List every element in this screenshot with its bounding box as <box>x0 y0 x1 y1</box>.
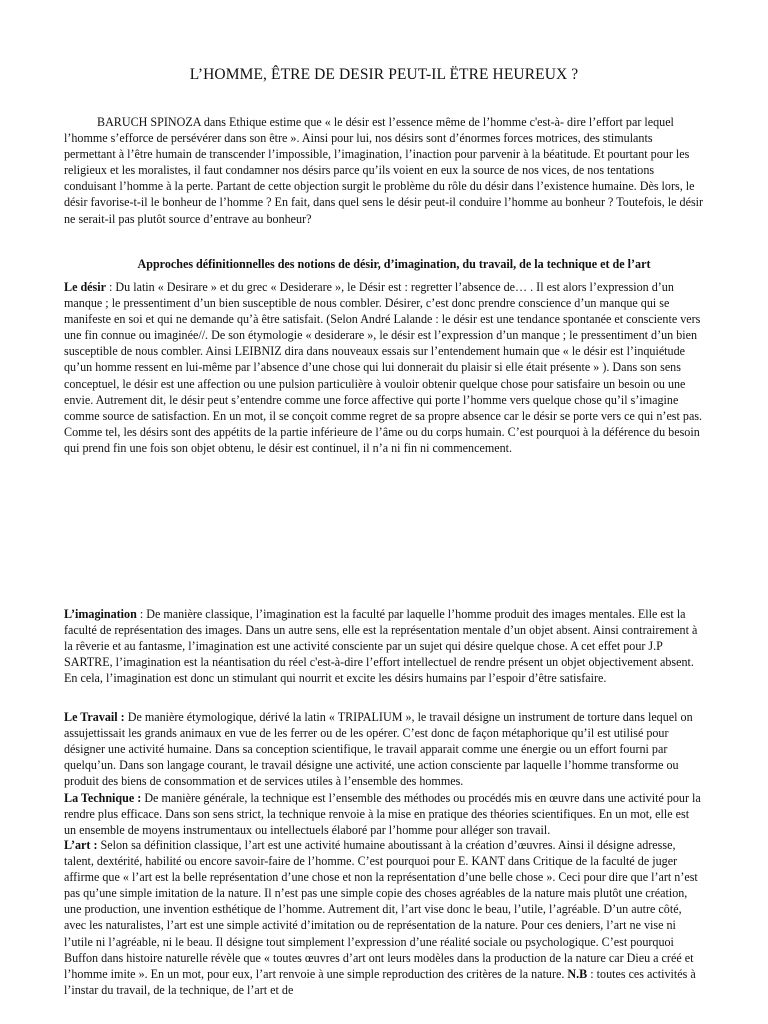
intro-paragraph: BARUCH SPINOZA dans Ethique estime que « le désir est l’essence même de l’homme c'est-à- dire l’effort par lequel l’homme s’efforce de persévérer dans son être ». Ainsi pour lui, nos désirs sont d’énormes forces motrices, des stimulants permettant à l’être humain de transcender l’impossible, l’imagination, l’inaction pour parvenir à la béatitude. Et pourtant pour les religieux et les moralistes, il faut condamner nos désirs parce qu’ils voient en eux la source de nos vices, de nos tentations conduisant l’homme à la perte. Partant de cette objection surgit le problème du rôle du désir dans l’existence humaine. Dès lors, le désir favorise-t-il le bonheur de l’homme ? En fait, dans quel sens le désir peut-il conduire l’homme au bonheur ? Toutefois, le désir ne serait-il pas plutôt source d’entrave au bonheur? <box>64 115 704 226</box>
definition-text: De manière générale, la technique est l’ensemble des méthodes ou procédés mis en œuvre dans une activité pour la rendre plus efficace. Dans son sens strict, la technique renvoie à la mise en pratique des théories scientifiques. En un mot, elle est un ensemble de moyens instrumentaux ou intellectuels élaboré par l’homme pour alléger son travail. <box>64 791 701 838</box>
definition-term: L’imagination <box>64 607 137 621</box>
definition-text: : De manière classique, l’imagination est la faculté par laquelle l’homme produit des images mentales. Elle est la faculté de représentation des images. Dans un autre sens, elle est la représentation mentale d’un objet absent. Ainsi contrairement à la rêverie et au fantasme, l’imagination est une activité consciente par un sujet qui désire quelque chose. A cet effet pour J.P SARTRE, l’imagination est la néantisation du réel c'est-à-dire l’effort intellectuel de rendre présent un objet objectivement absent. En cela, l’imagination est donc un stimulant qui nourrit et excite les désirs humains par l’espoir d’être satisfaire. <box>64 607 698 686</box>
definition-technique <box>64 790 704 838</box>
definition-text: : Du latin « Desirare » et du grec « Desiderare », le Désir est : regretter l’absence de… . Il est alors l’expression d’un manque ; le pressentiment d’un bien susceptible de nous combler. Désirer, c’est donc prendre conscience d’un manque qui se manifeste en soi et qui ne demande qu’à être satisfait. (Selon André Lalande : le désir est une tendance spontanée et consciente vers une fin connue ou imaginée//. De son étymologie « desiderare », le désir est l’expression d’un manque ; le pressentiment d’un bien susceptible de nous combler. Ainsi LEIBNIZ dira dans nouveaux essais sur l’entendement humain que « le désir est l’inquiétude qu’un homme ressent en lui-même par l’absence d’une chose qui lui donnerait du plaisir si elle était présente » ). Dans son sens conceptuel, le désir est une affection ou une pulsion particulière à vouloir obtenir quelque chose pour satisfaire un besoin ou une envie. Autrement dit, le désir peut s’entendre comme une force affective qui porte l’homme vers quelque chose qu’il s’imagine comme source de satisfaction. En un mot, il se conçoit comme regret de sa propre absence car le désir se porte vers ce qui n’est pas. Comme tel, les désirs sont des appétits de la partie inférieure de l’âme ou du corps humain. C’est pourquoi à la déférence du besoin qui prend fin une fois son objet obtenu, le désir est continuel, il n’a ni fin ni commencement. <box>64 280 703 455</box>
nb-text: : toutes ces activités à l’instar du travail, de la technique, de l’art et de <box>64 966 696 997</box>
definition-text: De manière étymologique, dérivé la latin « TRIPALIUM », le travail désigne un instrument de torture dans lequel on assujettissait les grands animaux en vue de les ferrer ou de les opérer. C’est donc de façon métaphorique qu’il est utilisé pour désigner une activité humaine. Dans sa conception scientifique, le travail apparait comme une énergie ou un effort fourni par quelqu’un. Dans son langage courant, le travail désigne une activité, une action consciente par laquelle l’homme transforme ou produit des biens de consommation et de services utiles à l’ensemble des hommes. <box>64 710 693 789</box>
section-heading: Approches définitionnelles des notions de désir, d’imagination, du travail, de la technique et de l’art <box>137 257 651 271</box>
definition-travail <box>64 709 704 789</box>
definition-term: Le Travail : <box>64 710 125 724</box>
definition-art <box>64 837 704 998</box>
definition-imagination <box>64 606 704 686</box>
definition-term: L’art : <box>64 838 98 852</box>
definition-term: Le désir <box>64 280 106 294</box>
definition-term: La Technique : <box>64 791 142 805</box>
definition-desir <box>64 279 704 456</box>
definition-text: Selon sa définition classique, l’art est une activité humaine aboutissant à la création d’œuvres. Ainsi il désigne adresse, talent, dextérité, habilité ou encore savoir-faire de l’homme. C’est pourquoi pour E. KANT dans Critique de la faculté de juger affirme que « l’art est la belle représentation d’une chose et non la représentation d’une belle chose ». Ceci pour dire que l’art n’est pas qu’une simple imitation de la nature. Il n’est pas une simple copie des choses agréables de la nature mais plutôt une création, une production, une invention esthétique de l’homme. Autrement dit, l’art vise donc le beau, l’utile, l’agréable. D’un autre côté, avec les naturalistes, l’art est une simple activité d’imitation ou de représentation de la nature. Pour ces deniers, l’art ne vise ni l’utile ni l’agréable, ni le beau. Il désigne tout simplement l’expression d’une réalité sociale ou psychologique. C’est pourquoi Buffon dans histoire naturelle révèle que « toutes œuvres d’art ont leurs modèles dans la production de la nature car Dieu a créé et l’homme imite ». En un mot, pour eux, l’art renvoie à une simple reproduction des critères de la nature. <box>64 838 698 981</box>
nb-label: N.B <box>567 966 588 981</box>
document-title: L’HOMME, ÊTRE DE DESIR PEUT-IL ËTRE HEUREUX ? <box>189 66 579 83</box>
